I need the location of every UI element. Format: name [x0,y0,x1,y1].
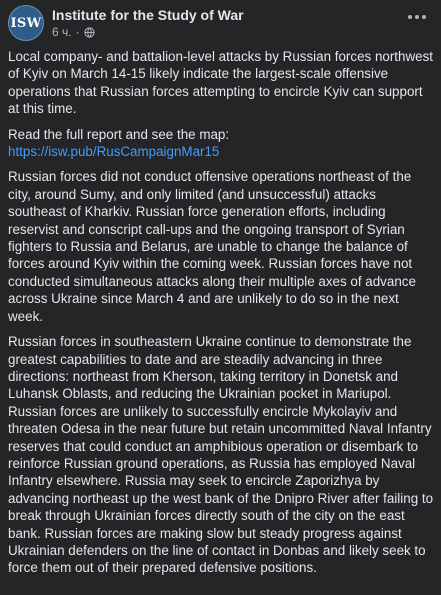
post-meta [52,25,95,39]
more-options-icon[interactable] [405,9,429,25]
page-name-link[interactable]: Institute for the Study of War [52,7,244,23]
globe-icon [84,27,95,38]
post-timestamp[interactable]: 6 ч. [52,25,72,39]
report-link[interactable]: https://isw.pub/RusCampaignMar15 [8,144,220,160]
post-paragraph-1: Local company- and battalion-level attacks by Russian forces northwest of Kyiv on March 14-15 likely indicate the largest-scale offensive operations that Russian forces attempting to encircle Kyiv can support at this time. [8,49,433,117]
read-report-text: Read the full report and see the map: [8,126,230,142]
post-paragraph-4: Russian forces in southeastern Ukraine continue to demonstrate the greatest capabilities to date and are steadily advancing in three directions: northeast from Kherson, taking territory in Donetsk and Luhansk Oblasts, and reducing the Ukrainian pocket in Mariupol. Russian forces are unlikely to successfully encircle Mykolayiv and threaten Odesa in the near future but retain uncommitted Naval Infantry reserves that could conduct an amphibious operation or disembark to reinforce Russian ground operations, as Russia has employed Naval Infantry elsewhere. Russia may seek to encircle Zaporizhya by advancing northeast up the west bank of the Dnipro River after failing to break through Ukrainian forces directly south of the city on the east bank. Russian forces are making slow but steady progress against Ukrainian defenders on the line of contact in Donbas and likely seek to force them out of their prepared defensive positions. [8,334,434,576]
post-header [8,5,433,41]
post-body [8,48,436,585]
meta-separator: · [75,25,80,39]
post-paragraph-2 [8,126,436,161]
post-paragraph-3: Russian forces did not conduct offensive operations northeast of the city, around Sumy, and only limited (and unsuccessful) attacks southeast of Kharkiv. Russian force generation efforts, including reservist and conscript call-ups and the ongoing transport of Syrian fighters to Russia and Belarus, are unable to change the balance of forces around Kyiv within the coming week. Russian forces have not conducted simultaneous attacks along their multiple axes of advance across Ukraine since March 4 and are unlikely to do so in the next week. [8,169,416,324]
page-avatar[interactable]: ISW [8,5,44,41]
